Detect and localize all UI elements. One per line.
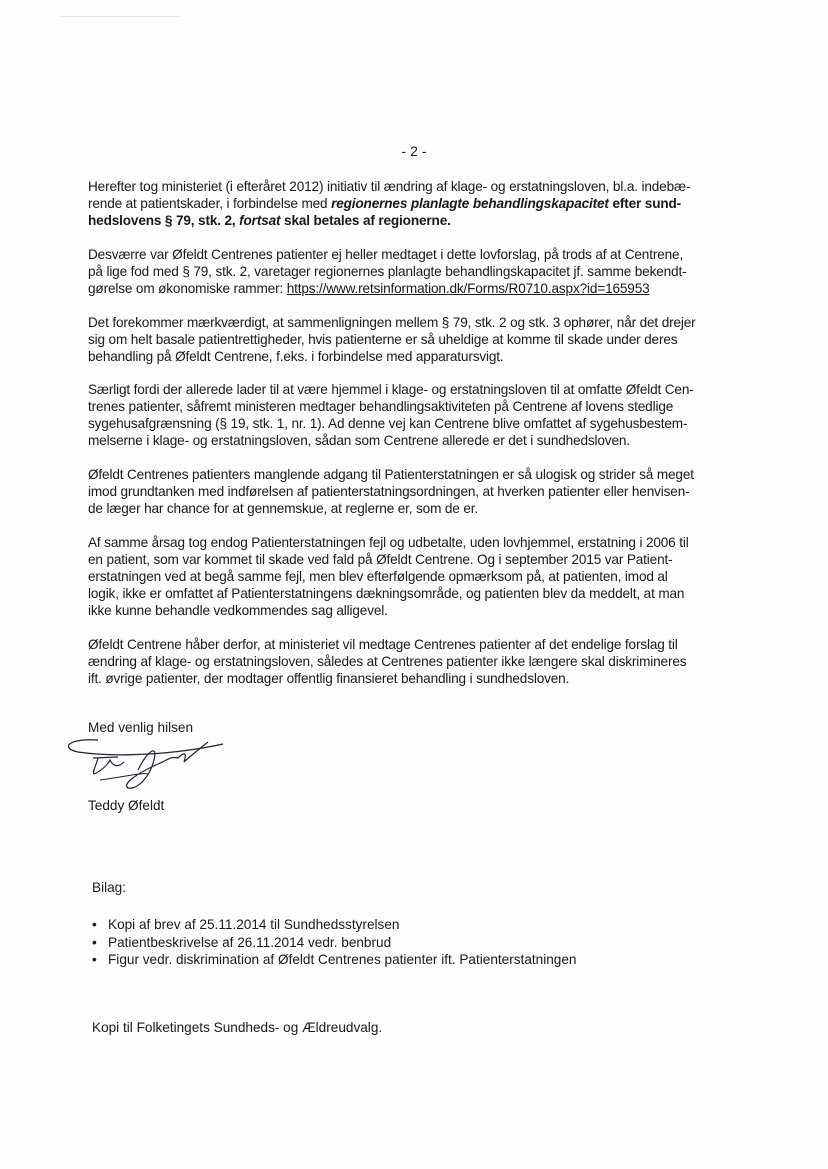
text-line — [88, 568, 689, 585]
text-line — [88, 348, 696, 365]
closing-greeting: Med venlig hilsen — [88, 720, 194, 735]
text-line — [88, 602, 689, 619]
attachment-item — [92, 916, 576, 934]
text-segment: Det forekommer mærkværdigt, at sammenligningen mellem § 79, stk. 2 og stk. 3 ophører, når det drejer — [88, 315, 696, 330]
text-line — [88, 178, 690, 195]
text-segment: de læger har chance for at gennemskue, at reglerne er, som de er. — [88, 501, 478, 516]
attachment-text: Kopi af brev af 25.11.2014 til Sundhedsstyrelsen — [108, 917, 400, 932]
text-segment: logik, ikke er omfattet af Patienterstatningens dækningsområde, og patienten blev da meddelt, at man — [88, 586, 685, 601]
text-segment: erstatningen ved at begå samme fejl, men blev efterfølgende opmærksom på, at patienten, imod al — [88, 569, 668, 584]
text-segment: trenes patienter, såfremt ministeren medtager behandlingsaktiviteten på Centrene af lovens stedlige — [88, 399, 674, 414]
paragraph-amendment-initiative — [88, 178, 690, 229]
paragraph-not-included — [88, 246, 686, 297]
text-line — [88, 534, 689, 551]
text-line — [88, 398, 694, 415]
text-segment: Øfeldt Centrene håber derfor, at ministeriet vil medtage Centrenes patienter af det endelige forslag til — [88, 637, 678, 652]
signatory-name: Teddy Øfeldt — [88, 798, 165, 813]
text-line — [88, 331, 696, 348]
attachments-list — [92, 916, 576, 969]
text-line — [88, 212, 690, 229]
text-segment: ift. øvrige patienter, der modtager offentlig finansieret behandling i sundhedsloven. — [88, 671, 570, 686]
attachments-label: Bilag: — [92, 880, 127, 895]
text-line — [88, 653, 686, 670]
scan-artifact — [60, 16, 180, 17]
text-line — [88, 280, 686, 297]
retsinformation-link[interactable]: https://www.retsinformation.dk/Forms/R0710.aspx?id=165953 — [286, 281, 650, 296]
text-segment: sig om helt basale patientrettigheder, hvis patienterne er så uheldige at komme til skade under deres — [88, 332, 678, 347]
paragraph-hope — [88, 636, 686, 687]
paragraph-comparison — [88, 314, 696, 365]
text-segment: sygehusafgrænsning (§ 19, stk. 1, nr. 1). Ad denne vej kan Centrene blive omfattet af sygehusbestem- — [88, 416, 688, 431]
text-line — [88, 263, 686, 280]
text-line — [88, 500, 694, 517]
text-line — [88, 551, 689, 568]
text-line — [88, 195, 690, 212]
text-segment: skal betales af regionerne. — [280, 213, 451, 228]
text-line — [88, 670, 686, 687]
paragraph-errors — [88, 534, 689, 619]
text-segment: Desværre var Øfeldt Centrenes patienter ej heller medtaget i dette lovforslag, på trods af at Centrene, — [88, 247, 684, 262]
text-segment: regionernes planlagte behandlingskapacitet — [331, 196, 609, 211]
attachment-text: Patientbeskrivelse af 26.11.2014 vedr. benbrud — [108, 934, 392, 950]
text-segment: Særligt fordi der allerede lader til at være hjemmel i klage- og erstatningsloven til at omfatte Øfeldt Cen- — [88, 382, 694, 397]
page-number: - 2 - — [401, 143, 427, 159]
text-segment: fortsat — [239, 213, 281, 228]
text-line — [88, 246, 686, 263]
text-segment: Af samme årsag tog endog Patienterstatningen fejl og udbetalte, uden lovhjemmel, erstatning i 2006 til — [88, 535, 689, 550]
text-line — [88, 585, 689, 602]
text-segment: imod grundtanken med indførelsen af patienterstatningsordningen, at hverken patienter eller henvisen- — [88, 484, 690, 499]
text-segment: behandling på Øfeldt Centrene, f.eks. i forbindelse med apparatursvigt. — [88, 349, 504, 364]
text-segment: Herefter tog ministeriet (i efteråret 2012) initiativ til ændring af klage- og erstatningsloven, bl.a. indebæ- — [88, 179, 691, 194]
text-segment: Øfeldt Centrenes patienters manglende adgang til Patienterstatningen er så ulogisk og strider så meget — [88, 467, 694, 482]
copy-to: Kopi til Folketingets Sundheds- og Ældreudvalg. — [92, 1020, 383, 1035]
text-segment: gørelse om økonomiske rammer: — [88, 281, 287, 296]
paragraph-legal-basis — [88, 381, 694, 449]
text-line — [88, 432, 694, 449]
attachment-text: Figur vedr. diskrimination af Øfeldt Centrenes patienter ift. Patienterstatningen — [108, 952, 577, 967]
text-segment: rende at patientskader, i forbindelse med — [88, 196, 332, 211]
text-segment: melserne i klage- og erstatningsloven, sådan som Centrene allerede er det i sundhedsloven. — [88, 433, 630, 448]
text-line — [88, 466, 694, 483]
text-segment: ikke kunne behandle vedkommendes sag alligevel. — [88, 603, 388, 618]
text-segment: hedslovens § 79, stk. 2, — [88, 213, 240, 228]
text-segment: på lige fod med § 79, stk. 2, varetager regionernes planlagte behandlingskapacitet jf. samme bekendt- — [88, 264, 687, 279]
attachment-item — [92, 934, 576, 952]
text-segment: efter sund- — [608, 196, 682, 211]
handwritten-signature — [58, 730, 238, 800]
text-line — [88, 483, 694, 500]
text-line — [88, 415, 694, 432]
text-line — [88, 314, 696, 331]
attachment-item — [92, 951, 576, 969]
text-line — [88, 381, 694, 398]
text-segment: en patient, som var kommet til skade ved fald på Øfeldt Centrene. Og i september 2015 var Patient- — [88, 552, 673, 567]
text-segment: ændring af klage- og erstatningsloven, således at Centrenes patienter ikke længere skal diskrimineres — [88, 654, 687, 669]
text-line — [88, 636, 686, 653]
paragraph-illogical — [88, 466, 694, 517]
